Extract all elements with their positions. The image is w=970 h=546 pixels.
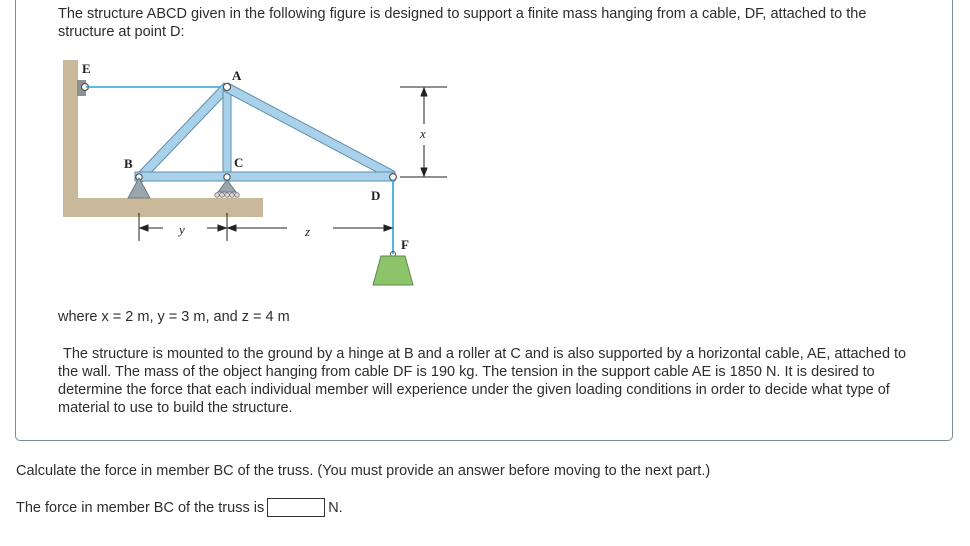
truss-members — [135, 83, 395, 182]
answer-row — [16, 498, 343, 517]
member-bd — [135, 172, 395, 181]
dim-label-y: y — [179, 222, 185, 237]
member-ad — [224, 83, 394, 179]
pin-a — [223, 83, 230, 90]
answer-input[interactable] — [267, 498, 325, 517]
given-values: where x = 2 m, y = 3 m, and z = 4 m — [58, 309, 290, 325]
problem-intro: The structure ABCD given in the following figure is designed to support a finite mass hanging from a cable, DF, attached to the structure at point D: — [58, 6, 867, 40]
wall — [63, 60, 78, 217]
question-prompt: Calculate the force in member BC of the truss. (You must provide an answer before moving to the next part.) — [16, 463, 711, 479]
rollers — [215, 193, 240, 198]
ground — [63, 198, 263, 217]
roller-support-c — [218, 180, 236, 192]
member-ac — [223, 88, 231, 178]
truss-figure — [55, 58, 455, 293]
answer-unit: N. — [328, 499, 343, 516]
label-a: A — [232, 68, 242, 83]
hanging-weight — [373, 256, 413, 285]
pin-d — [390, 174, 397, 181]
label-c: C — [234, 155, 244, 170]
answer-prefix: The force in member BC of the truss is — [16, 499, 265, 516]
dimension-yz — [139, 213, 392, 241]
dim-label-x: x — [420, 126, 426, 141]
label-e: E — [82, 61, 91, 76]
label-b: B — [124, 156, 133, 171]
problem-description: The structure is mounted to the ground by a hinge at B and a roller at C and is also supported by a horizontal cable, AE, attached to the wall. The mass of the object hanging from cable DF is 190 kg. The tension in the support cable AE is 1850 N. It is desired to determine the force that each individual member will experience under the given loading conditions in order to decide what type of material to use to build the structure. — [58, 346, 907, 416]
label-d: D — [371, 188, 381, 203]
label-f: F — [401, 237, 409, 252]
member-ab — [136, 83, 230, 182]
dim-label-z: z — [305, 224, 311, 239]
